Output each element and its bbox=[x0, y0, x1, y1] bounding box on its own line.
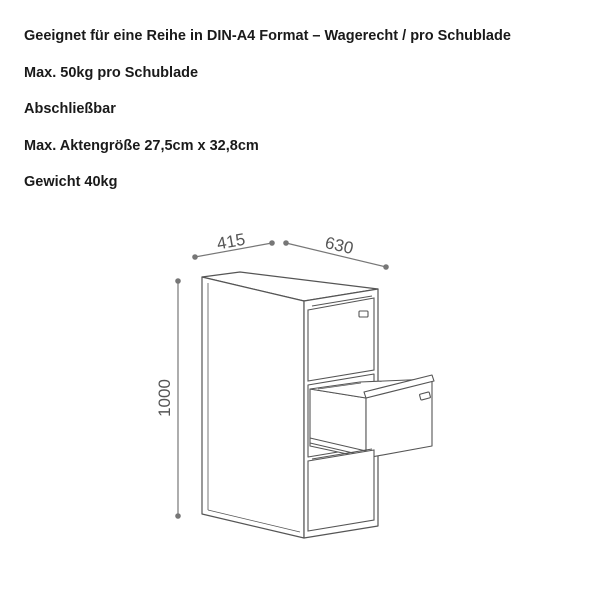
spec-lockable: Abschließbar bbox=[24, 101, 116, 117]
depth-dimension-label: 630 bbox=[323, 233, 356, 259]
spec-max-load: Max. 50kg pro Schublade bbox=[24, 64, 199, 81]
bottom-drawer bbox=[308, 449, 374, 531]
open-drawer bbox=[308, 374, 434, 458]
width-dimension-label: 415 bbox=[215, 229, 247, 254]
height-dimension-label: 1000 bbox=[155, 379, 174, 417]
spec-weight: Gewicht 40kg bbox=[24, 174, 118, 190]
spec-max-file-size: Max. Aktengröße 27,5cm x 32,8cm bbox=[24, 137, 259, 154]
spec-din-a4: Geeignet für eine Reihe in DIN-A4 Format – Wagerecht / pro Schublade bbox=[24, 28, 511, 44]
top-drawer bbox=[308, 296, 374, 381]
